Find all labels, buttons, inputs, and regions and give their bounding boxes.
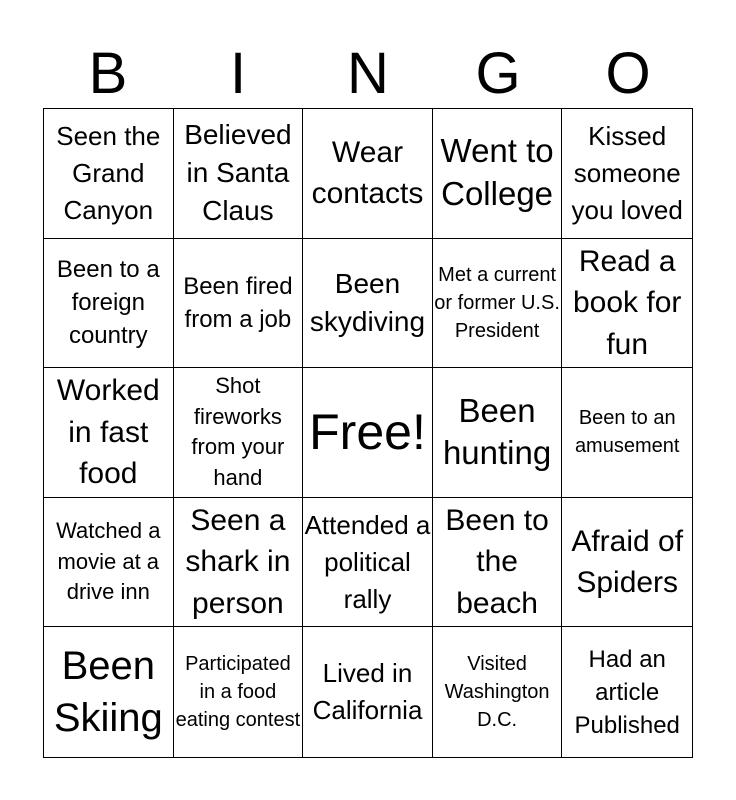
bingo-cell[interactable] <box>433 109 563 239</box>
free-space-label: Free! <box>309 404 426 461</box>
bingo-cell[interactable] <box>44 368 174 498</box>
cell-text: Been Skiing <box>53 644 163 741</box>
bingo-cell[interactable] <box>174 368 304 498</box>
bingo-cell[interactable] <box>433 498 563 628</box>
bingo-cell[interactable] <box>433 368 563 498</box>
cell-text: Met a current or former U.S. President <box>434 263 560 342</box>
cell-text: Seen the Grand Canyon <box>56 120 161 225</box>
cell-text: Visited Washington D.C. <box>444 653 550 732</box>
bingo-cell[interactable] <box>303 109 433 239</box>
bingo-cell[interactable] <box>562 368 692 498</box>
bingo-header <box>43 40 693 108</box>
cell-text: Been to an amusement <box>574 407 680 458</box>
bingo-cell[interactable] <box>303 239 433 369</box>
bingo-cell[interactable] <box>562 627 692 757</box>
bingo-cell[interactable] <box>303 627 433 757</box>
bingo-cell[interactable] <box>44 498 174 628</box>
cell-text: Afraid of Spiders <box>571 524 684 600</box>
bingo-cell[interactable] <box>562 109 692 239</box>
bingo-cell[interactable] <box>562 498 692 628</box>
cell-text: Watched a movie at a drive inn <box>56 517 161 605</box>
bingo-cell[interactable] <box>174 109 304 239</box>
free-space[interactable] <box>303 368 433 498</box>
cell-text: Shot fireworks from your hand <box>191 372 285 491</box>
bingo-cell[interactable] <box>174 239 304 369</box>
cell-text: Been hunting <box>442 391 552 472</box>
cell-text: Participated in a food eating contest <box>175 653 301 732</box>
header-letter-g: G <box>475 41 521 106</box>
bingo-cell[interactable] <box>433 627 563 757</box>
cell-text: Been to a foreign country <box>56 256 160 350</box>
bingo-cell[interactable] <box>303 498 433 628</box>
cell-text: Attended a political rally <box>304 509 431 614</box>
header-letter-i: I <box>229 41 247 106</box>
bingo-board <box>43 108 693 758</box>
bingo-cell[interactable] <box>433 239 563 369</box>
bingo-cell[interactable] <box>44 109 174 239</box>
cell-text: Wear contacts <box>311 135 424 211</box>
cell-text: Kissed someone you loved <box>571 120 683 225</box>
bingo-cell[interactable] <box>174 627 304 757</box>
cell-text: Been fired from a job <box>183 272 293 333</box>
cell-text: Worked in fast food <box>56 374 160 491</box>
cell-text: Went to College <box>440 132 554 213</box>
cell-text: Believed in Santa Claus <box>184 119 292 227</box>
cell-text: Seen a shark in person <box>185 504 291 620</box>
cell-text: Lived in California <box>312 658 423 726</box>
header-letter-n: N <box>347 41 389 106</box>
cell-text: Read a book for fun <box>572 244 682 361</box>
cell-text: Had an article Published <box>574 645 680 739</box>
bingo-cell[interactable] <box>174 498 304 628</box>
bingo-cell[interactable] <box>44 627 174 757</box>
cell-text: Been to the beach <box>445 504 549 620</box>
header-letter-b: B <box>88 41 128 106</box>
header-letter-o: O <box>605 41 651 106</box>
bingo-cell[interactable] <box>562 239 692 369</box>
cell-text: Been skydiving <box>309 267 426 337</box>
bingo-cell[interactable] <box>44 239 174 369</box>
